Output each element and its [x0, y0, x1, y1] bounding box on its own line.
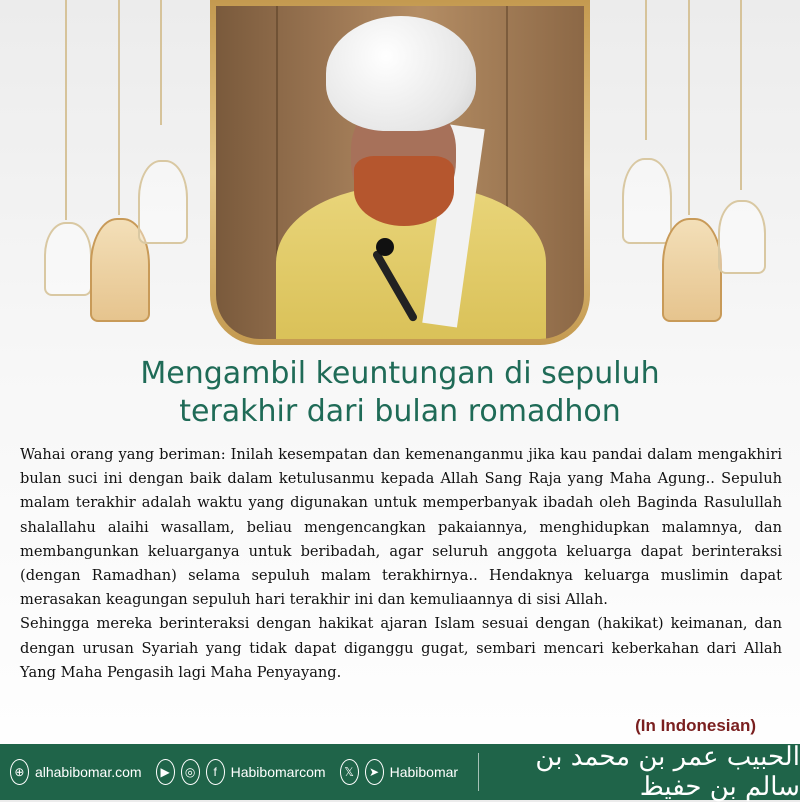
lantern-icon [138, 160, 188, 244]
instagram-icon[interactable]: ◎ [181, 759, 200, 785]
lantern-icon [44, 222, 92, 296]
telegram-icon[interactable]: ➤ [365, 759, 384, 785]
arabic-signature: الحبيب عمر بن محمد بن سالم بن حفيظ [535, 742, 800, 802]
left-lanterns-decoration [30, 0, 210, 340]
social-handle-1[interactable]: Habibomarcom [230, 764, 326, 780]
title-line-2: terakhir dari bulan romadhon [179, 394, 621, 429]
footer-bar [0, 744, 800, 800]
lantern-icon [622, 158, 672, 244]
globe-icon: ⊕ [10, 759, 29, 785]
portrait-photo [216, 6, 584, 339]
social-handle-2[interactable]: Habibomar [389, 764, 459, 780]
body-text [20, 443, 782, 685]
page-title [0, 355, 800, 431]
photo-frame [210, 0, 590, 345]
youtube-icon[interactable]: ▶ [156, 759, 175, 785]
footer-divider [478, 753, 479, 791]
lantern-icon [662, 218, 722, 322]
right-lanterns-decoration [600, 0, 780, 340]
language-label: (In Indonesian) [635, 716, 756, 735]
facebook-icon[interactable]: f [206, 759, 225, 785]
body-paragraph-2: Sehingga mereka berinteraksi dengan hakikat ajaran Islam sesuai dengan (hakikat) keimanan, dan dengan urusan Syariah yang tidak dapat diganggu gugat, sembari mencari keberkahan dari Allah Yang Maha Pengasih lagi Maha Penyayang. [20, 615, 782, 681]
website-link[interactable]: alhabibomar.com [34, 764, 142, 780]
lantern-icon [718, 200, 766, 274]
title-line-1: Mengambil keuntungan di sepuluh [140, 356, 660, 391]
x-icon[interactable]: 𝕏 [340, 759, 359, 785]
body-paragraph-1: Wahai orang yang beriman: Inilah kesempatan dan kemenanganmu jika kau pandai dalam mengakhiri bulan suci ini dengan baik dalam ketulusanmu kepada Allah Sang Raja yang Maha Agung.. Sepuluh malam terakhir adalah waktu yang digunakan untuk memperbanyak ibadah oleh Baginda Rasulullah shalallahu alaihi wasallam, beliau mengencangkan pakaiannya, menghidupkan malamnya, dan membangunkan keluarganya untuk beribadah, agar seluruh anggota keluarga dapat berinteraksi (dengan Ramadhan) selama sepuluh malam terakhirnya.. Hendaknya keluarga muslimin dapat merasakan keagungan sepuluh hari terakhir ini dan kemuliaannya di sisi Allah. [20, 446, 782, 609]
